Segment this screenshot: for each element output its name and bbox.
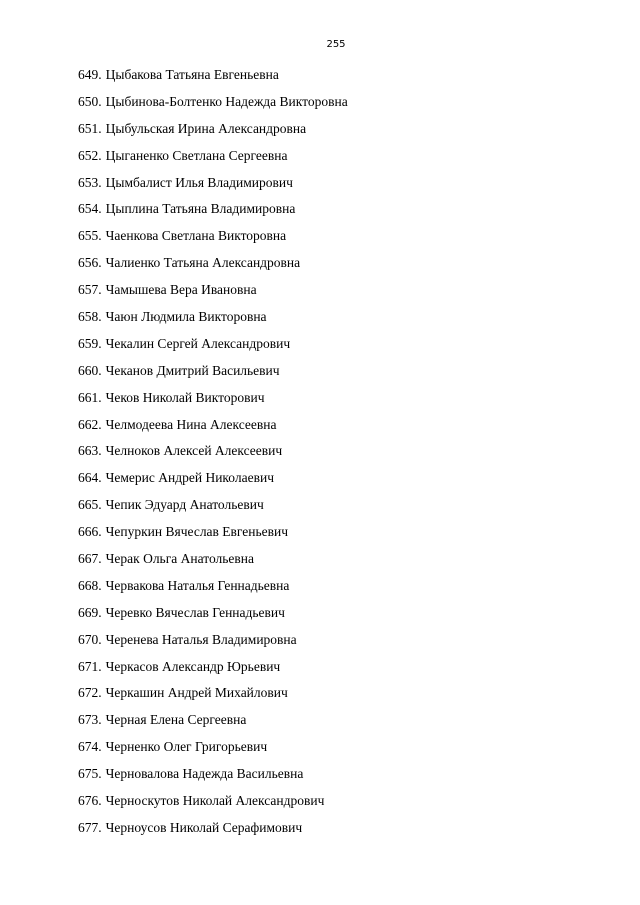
list-item-number: 660. (78, 362, 102, 378)
list-item-number: 658. (78, 309, 102, 325)
list-item (78, 279, 348, 306)
list-item-number: 655. (78, 228, 102, 244)
list-item-name: Чаюн Людмила Викторовна (105, 309, 267, 325)
list-item (78, 198, 348, 225)
list-item (78, 629, 348, 656)
list-item-number: 663. (78, 443, 102, 459)
list-item-name: Чепик Эдуард Анатольевич (105, 497, 264, 513)
list-item (78, 440, 348, 467)
list-item-number: 652. (78, 147, 102, 163)
list-item-number: 665. (78, 497, 102, 513)
list-item-number: 651. (78, 120, 102, 136)
list-item-number: 664. (78, 470, 102, 486)
list-item (78, 521, 348, 548)
list-item-number: 649. (78, 67, 102, 82)
list-item-name: Цыбакова Татьяна Евгеньевна (105, 67, 279, 82)
list-item-number: 662. (78, 416, 102, 432)
list-item-number: 657. (78, 282, 102, 298)
list-item-name: Чепуркин Вячеслав Евгеньевич (105, 524, 289, 540)
list-item-number: 659. (78, 335, 102, 351)
list-item-name: Чекалин Сергей Александрович (105, 335, 291, 351)
list-item (78, 118, 348, 145)
list-item-name: Черенева Наталья Владимировна (105, 631, 297, 647)
list-item-number: 667. (78, 551, 102, 567)
list-item-name: Черкашин Андрей Михайлович (105, 685, 288, 701)
list-item (78, 602, 348, 629)
list-item-name: Чамышева Вера Ивановна (105, 282, 257, 298)
list-item (78, 467, 348, 494)
list-item-number: 675. (78, 766, 102, 782)
list-item-name: Цымбалист Илья Владимирович (105, 174, 293, 190)
list-item (78, 145, 348, 172)
list-item-number: 650. (78, 93, 102, 109)
list-item-name: Челноков Алексей Алексеевич (105, 443, 283, 459)
list-item-number: 654. (78, 201, 102, 217)
list-item (78, 252, 348, 279)
list-item (78, 548, 348, 575)
list-item-name: Цыбульская Ирина Александровна (105, 120, 307, 136)
page-number: 255 (326, 39, 346, 50)
list-item-name: Чалиенко Татьяна Александровна (105, 255, 301, 271)
list-item (78, 494, 348, 521)
list-item (78, 172, 348, 199)
list-item-number: 674. (78, 739, 102, 755)
list-item-name: Черевко Вячеслав Геннадьевич (105, 604, 285, 620)
list-item-name: Цыганенко Светлана Сергеевна (105, 147, 288, 163)
list-item-name: Черная Елена Сергеевна (105, 712, 247, 728)
list-item (78, 360, 348, 387)
list-item (78, 682, 348, 709)
list-item (78, 225, 348, 252)
list-item-name: Чаенкова Светлана Викторовна (105, 228, 287, 244)
list-item-number: 671. (78, 658, 102, 674)
list-item-name: Черновалова Надежда Васильевна (105, 766, 304, 782)
list-item (78, 736, 348, 763)
list-item-name: Цыбинова-Болтенко Надежда Викторовна (105, 93, 348, 109)
list-item (78, 817, 348, 844)
list-item (78, 64, 348, 91)
list-item-name: Черкасов Александр Юрьевич (105, 658, 281, 674)
list-item-name: Черак Ольга Анатольевна (105, 551, 254, 567)
list-item (78, 575, 348, 602)
list-item-name: Челмодеева Нина Алексеевна (105, 416, 277, 432)
list-item (78, 414, 348, 441)
list-item-name: Червакова Наталья Геннадьевна (105, 577, 290, 593)
list-item-number: 653. (78, 174, 102, 190)
list-item (78, 387, 348, 414)
list-item-number: 670. (78, 631, 102, 647)
list-item (78, 306, 348, 333)
list-item-name: Черноскутов Николай Александрович (105, 793, 325, 809)
list-item-number: 677. (78, 819, 102, 835)
name-list (78, 64, 348, 844)
list-item-name: Черненко Олег Григорьевич (105, 739, 268, 755)
list-item-number: 666. (78, 524, 102, 540)
list-item-name: Чемерис Андрей Николаевич (105, 470, 274, 486)
list-item-number: 656. (78, 255, 102, 271)
list-item (78, 709, 348, 736)
list-item-number: 672. (78, 685, 102, 701)
list-item (78, 763, 348, 790)
list-item (78, 656, 348, 683)
list-item-number: 676. (78, 793, 102, 809)
list-item (78, 790, 348, 817)
list-item-number: 661. (78, 389, 102, 405)
list-item-name: Черноусов Николай Серафимович (105, 819, 303, 835)
list-item-name: Цыплина Татьяна Владимировна (105, 201, 296, 217)
list-item (78, 333, 348, 360)
list-item (78, 91, 348, 118)
list-item-number: 668. (78, 577, 102, 593)
list-item-name: Чеков Николай Викторович (105, 389, 265, 405)
list-item-number: 673. (78, 712, 102, 728)
list-item-number: 669. (78, 604, 102, 620)
list-item-name: Чеканов Дмитрий Васильевич (105, 362, 280, 378)
